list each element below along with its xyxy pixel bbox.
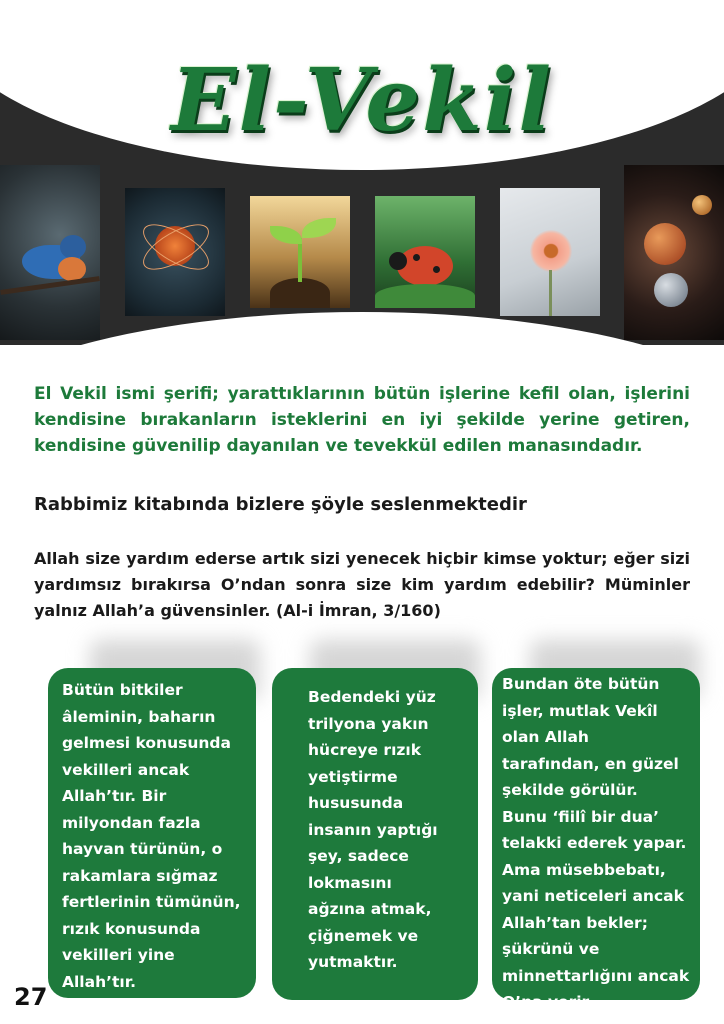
card-line: şey, sadece (308, 847, 409, 865)
info-card-trust (492, 668, 700, 1011)
card-line: çiğnemek ve (308, 926, 419, 945)
card-line: fertlerinin tümünün, (62, 893, 241, 911)
card-line: Allah’tan bekler; (502, 913, 648, 932)
card-line: Bütün bitkiler (62, 681, 183, 699)
card-line: rızık konusunda (62, 919, 201, 938)
card-line: Bedendeki yüz (308, 688, 436, 706)
card-line: Ama müsebbebatı, (502, 860, 666, 879)
info-card-cells (272, 668, 478, 1000)
subheading: Rabbimiz kitabında bizlere şöyle seslenmektedir (34, 494, 527, 515)
card-line: minnettarlığını ancak (502, 966, 690, 985)
card-line: işler, mutlak Vekîl (502, 701, 658, 720)
card-line: telakki ederek yapar. (502, 834, 687, 852)
card-line: hücreye rızık (308, 741, 422, 759)
card-line: trilyona yakın (308, 714, 429, 733)
sprout-image (250, 196, 350, 308)
card-line: gelmesi konusunda (62, 734, 231, 752)
flower-image (500, 188, 600, 316)
card-line: hususunda (308, 794, 404, 812)
card-line: insanın yaptığı (308, 820, 438, 839)
card-line: âleminin, baharın (62, 707, 216, 726)
atom-image (125, 188, 225, 316)
verse-quote: Allah size yardım ederse artık sizi yenecek hiçbir kimse yoktur; eğer sizi yardımsız bırakırsa O’ndan sonra size kim yardım edebilir? Müminler yalnız Allah’a güvensinler. (Al-i İmran, 3/160) (34, 549, 690, 620)
card-line: şekilde görülür. (502, 781, 638, 799)
bottom-arch (0, 312, 724, 345)
card-line: Allah’tır. (62, 972, 137, 991)
card-line: yutmaktır. (308, 953, 398, 971)
ladybug-image (375, 196, 475, 308)
page-title: El-Vekil (170, 50, 554, 151)
card-line: hayvan türünün, o (62, 840, 223, 858)
intro-paragraph: El Vekil ismi şerifi; yarattıklarının bütün işlerine kefil olan, işlerini kendisine bırakanların isteklerini en iyi şekilde yerine getiren, kendisine güvenilip dayanılan ve tevekkül edilen manasındadır. (34, 384, 690, 456)
card-line: milyondan fazla (62, 813, 201, 832)
card-line: olan Allah (502, 728, 589, 746)
header-banner (0, 0, 724, 345)
info-card-plants (48, 668, 256, 998)
card-line: Bundan öte bütün (502, 675, 660, 693)
bird-image (0, 165, 100, 340)
card-line: Allah’tır. Bir (62, 787, 167, 805)
card-line: rakamlara sığmaz (62, 866, 218, 885)
card-line: vekilleri yine (62, 946, 175, 964)
card-line: yani neticeleri ancak (502, 887, 684, 905)
card-line: vekilleri ancak (62, 760, 190, 779)
card-line: tarafından, en güzel (502, 754, 679, 773)
card-line: Bunu ‘fiilî bir dua’ (502, 807, 659, 826)
planets-image (624, 165, 724, 340)
card-line: ağzına atmak, (308, 900, 432, 918)
card-line: O’na verir. (502, 993, 593, 1011)
card-line: şükrünü ve (502, 940, 600, 958)
card-line: yetiştirme (308, 767, 398, 786)
card-line: lokmasını (308, 873, 392, 892)
page-number: 27 (14, 983, 48, 1011)
